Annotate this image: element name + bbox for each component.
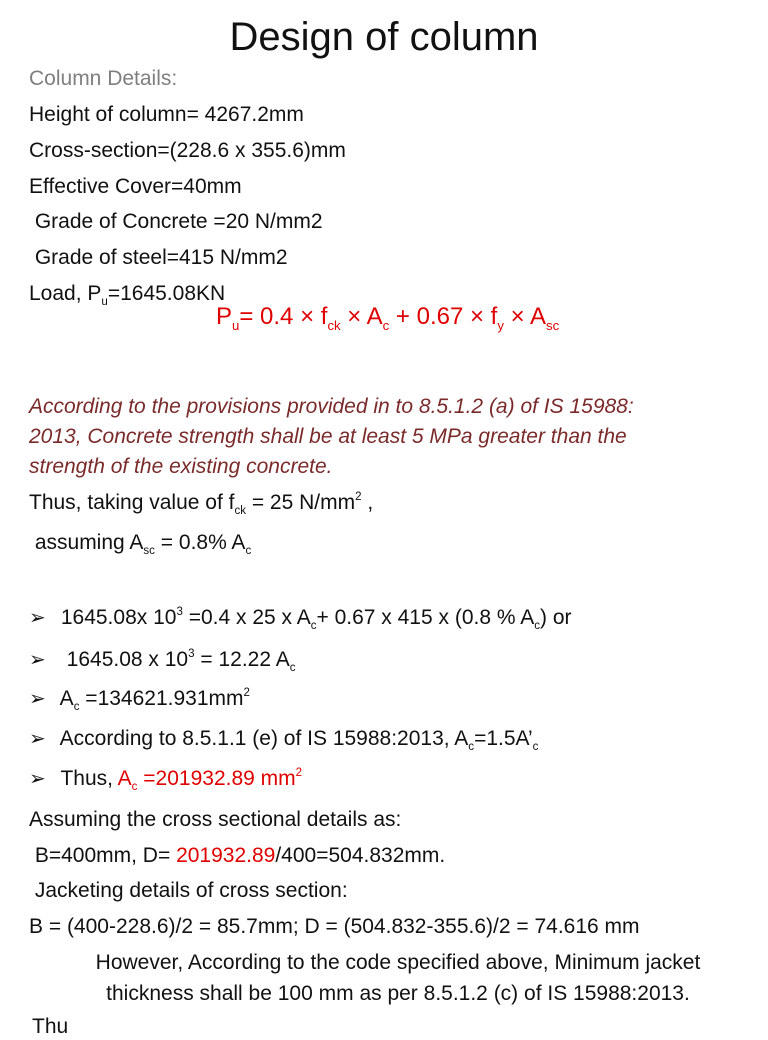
steel-grade-line: Grade of steel=415 N/mm2 [29, 246, 288, 269]
arrow-bullet-icon: ➢ [29, 688, 46, 710]
concrete-grade-line: Grade of Concrete =20 N/mm2 [29, 210, 323, 233]
jacketing-calculation: B = (400-228.6)/2 = 85.7mm; D = (504.832-355.6)/2 = 74.616 mm [29, 915, 640, 938]
provision-line-3: strength of the existing concrete. [29, 455, 333, 478]
cutoff-text: Thu [32, 1015, 69, 1038]
section-label: Column Details: [29, 67, 178, 90]
arrow-bullet-icon: ➢ [29, 768, 46, 790]
cross-section-line: Cross-section=(228.6 x 355.6)mm [29, 139, 346, 162]
arrow-bullet-icon: ➢ [29, 607, 46, 629]
page-title: Design of column [229, 15, 539, 59]
assumption-line: Assuming the cross sectional details as: [29, 808, 402, 831]
load-line: Load, $P_u=1645.08KN$ [29, 282, 226, 309]
height-line: Height of column= 4267.2mm [29, 103, 304, 126]
asc-assumption-line: assuming $A_{sc} = 0.8\%$ $A_c$ [29, 531, 252, 558]
provision-line-1: According to the provisions provided in to 8.5.1.2 (a) of IS 15988: [29, 395, 634, 418]
dimensions-line: B=400mm, D= 201932.89/400=504.832mm. [29, 844, 446, 867]
bullet-item: ➢ Thus, $A_c =201932.89$ $mm^2$ [29, 766, 303, 794]
bullet-item: ➢ According to 8.5.1.1 (e) of IS 15988:2013, $A_c=1.5A’_c$ [29, 727, 539, 754]
cover-line: Effective Cover=40mm [29, 175, 242, 198]
bullet-item: ➢ 1645.08x $10^3 =0.4$ x 25 x $A_c+ 0.67$ x 415 x (0.8 % $A_c$) or [29, 605, 572, 633]
bullet-item: ➢ 1645.08 x $10^3 = 12.22$ $A_c$ [29, 647, 296, 675]
arrow-bullet-icon: ➢ [29, 649, 46, 671]
axial-load-formula: $P_u= 0.4 \times f_{ck} \times A_c + 0.67 \times f_y \times A_{sc}$ [216, 303, 560, 333]
however-line-1: However, According to the code specified above, Minimum jacket [95, 951, 701, 974]
arrow-bullet-icon: ➢ [29, 728, 46, 750]
bullet-item: ➢ $A_c =134621.931mm^2$ [29, 686, 250, 714]
jacketing-heading: Jacketing details of cross section: [29, 879, 348, 902]
however-line-2: thickness shall be 100 mm as per 8.5.1.2 (c) of IS 15988:2013. [106, 982, 690, 1005]
provision-line-2: 2013, Concrete strength shall be at least 5 MPa greater than the [29, 425, 627, 448]
fck-line: Thus, taking value of $f_{ck} = 25$ $N/mm^2$ , [29, 490, 374, 518]
